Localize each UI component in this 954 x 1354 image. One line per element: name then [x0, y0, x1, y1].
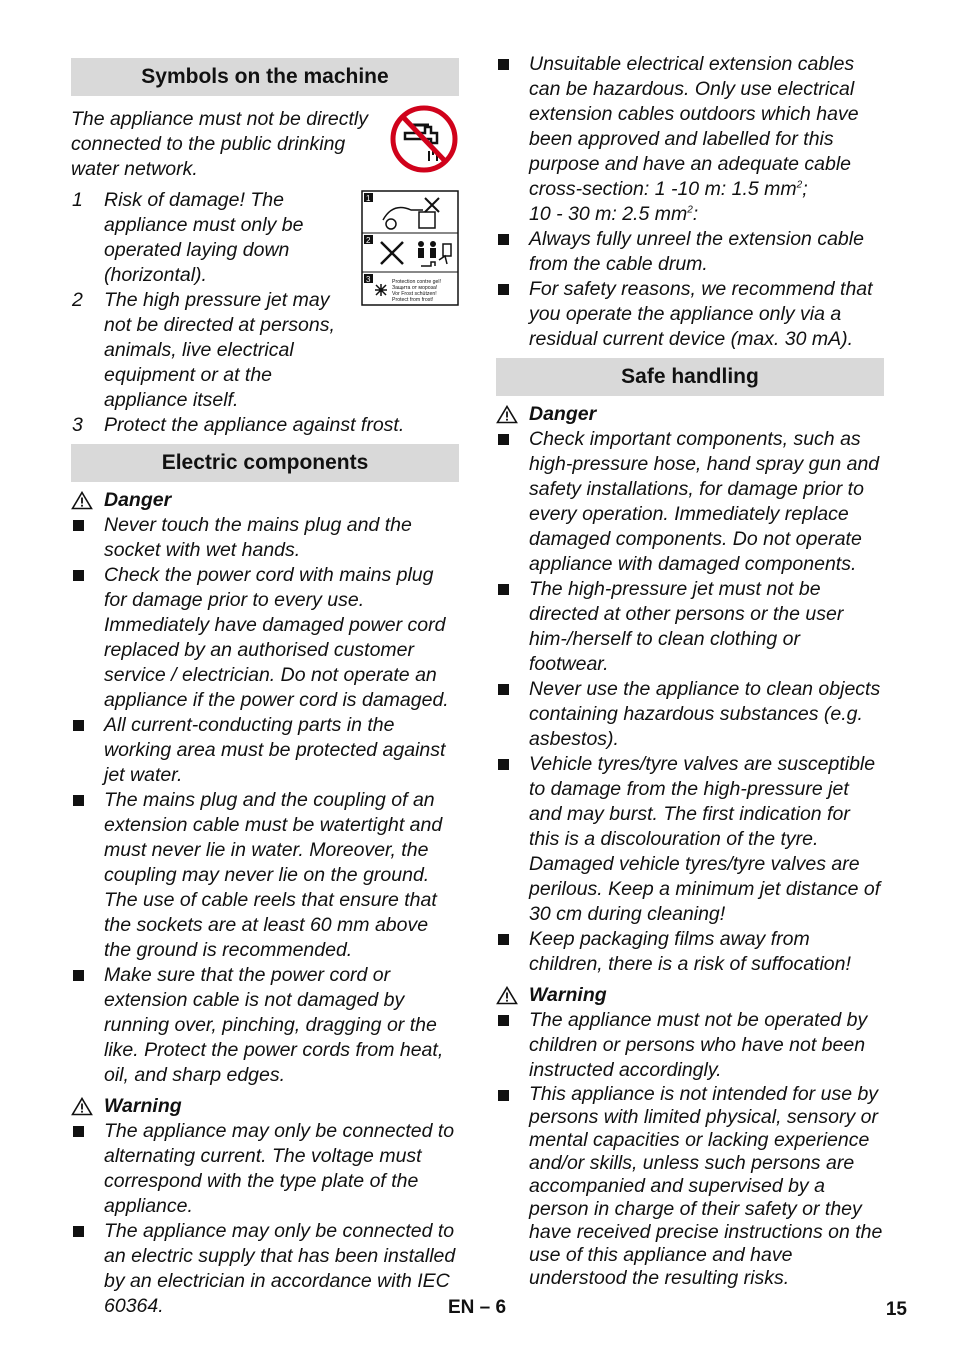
- left-column: [71, 58, 459, 1319]
- warning-triangle-icon: [496, 405, 518, 424]
- footer-section-label: EN – 6: [447, 1297, 507, 1318]
- intro-block: [71, 107, 459, 182]
- warning-triangle-icon: [71, 1097, 93, 1116]
- frost-line-1: Protection contre gel!: [392, 279, 442, 285]
- list-item: Make sure that the power cord or extension cable is not damaged by running over, pinching, dragging or the like. Protect the power cords from heat, oil, and sharp edges.: [71, 963, 459, 1088]
- list-item: Never use the appliance to clean objects containing hazardous substances (e.g. asbestos).: [496, 677, 884, 752]
- list-item: For safety reasons, we recommend that you operate the appliance only via a residual current device (max. 30 mA).: [496, 277, 884, 352]
- list-item: All current-conducting parts in the working area must be protected against jet water.: [71, 713, 459, 788]
- page-number: 15: [885, 1299, 907, 1320]
- frost-line-2: Защита от мороза!: [392, 285, 438, 291]
- label-num-1: 1: [366, 194, 371, 203]
- list-item: Always fully unreel the extension cable from the cable drum.: [496, 227, 884, 277]
- list-item: Check important components, such as high-pressure hose, hand spray gun and safety installations, for damage prior to every operation. Immediately replace damaged components. Do not operate appliance with damaged components.: [496, 427, 884, 577]
- symbols-list: [71, 188, 459, 438]
- list-item: The appliance may only be connected to alternating current. The voltage must correspond with the type plate of the appliance.: [71, 1119, 459, 1219]
- safe-handling-heading: Safe handling: [496, 358, 884, 396]
- label-num-2: 2: [366, 236, 371, 245]
- symbol-item-3: 3 Protect the appliance against frost.: [72, 414, 405, 436]
- warning-list-left: [71, 1119, 459, 1319]
- no-drinking-water-icon: [389, 103, 459, 175]
- machine-symbol-label-icon: [361, 190, 459, 306]
- list-item: Unsuitable electrical extension cables can be hazardous. Only use electrical extension cables outdoors which have been approved and labelled for this purpose and have an adequate cable cross-section: 1 -10 m: 1.5 $mm^2$; 10 - 30 m: 2.5 $mm^2$:: [496, 52, 884, 227]
- danger-heading-right: Danger: [496, 402, 884, 427]
- list-item: Never touch the mains plug and the socket with wet hands.: [71, 513, 459, 563]
- electric-heading: Electric components: [71, 444, 459, 482]
- label-num-3: 3: [366, 275, 371, 284]
- list-item: The mains plug and the coupling of an extension cable must be watertight and must never lie in water. Moreover, the coupling may never lie on the ground. The use of cable reels that ensure that the sockets are at least 60 mm above the ground is recommended.: [71, 788, 459, 963]
- frost-line-3: Vor Frost schützen!: [392, 291, 437, 297]
- danger-list-left: [71, 513, 459, 1088]
- list-item: The high-pressure jet must not be directed at other persons or the user him-/herself to clean clothing or footwear.: [496, 577, 884, 677]
- warning-heading-right: Warning: [496, 983, 884, 1008]
- symbol-item-2: 2 The high pressure jet may not be directed at persons, animals, live electrical equipment or at the appliance itself.: [71, 288, 459, 413]
- list-item: Check the power cord with mains plug for damage prior to every use. Immediately have damaged power cord replaced by an authorised customer service / electrician. Do not operate an appliance if the power cord is damaged.: [71, 563, 459, 713]
- warning-triangle-icon: [496, 986, 518, 1005]
- right-column: [496, 52, 884, 1290]
- list-item: This appliance is not intended for use by persons with limited physical, sensory or mental capacities or lacking experience and/or skills, unless such persons are accompanied and supervised by a person in charge of their safety or they have received precise instructions on the use of this appliance and have understood the resulting risks.: [496, 1083, 884, 1290]
- list-item: The appliance must not be operated by children or persons who have not been instructed accordingly.: [496, 1008, 884, 1083]
- intro-text: The appliance must not be directly connected to the public drinking water network.: [71, 108, 368, 180]
- warning-list-right: [496, 1008, 884, 1290]
- symbol-item-1: 1 Risk of damage! The appliance must only be operated laying down (horizontal).: [72, 189, 304, 286]
- list-item: The appliance may only be connected to an electric supply that has been installed by an electrician in accordance with IEC 60364.: [71, 1219, 459, 1319]
- symbols-heading: Symbols on the machine: [71, 58, 459, 96]
- symbol-item-2-text-wrap: The high pressure jet may not be directed at persons, animals, live electrical equipment or at the appliance itself.: [104, 289, 335, 411]
- frost-line-4: Protect from frost!: [392, 297, 434, 303]
- warning-triangle-icon: [71, 491, 93, 510]
- list-item: Vehicle tyres/tyre valves are susceptible to damage from the high-pressure jet and may burst. The first indication for this is a discolouration of the tyre. Damaged vehicle tyres/tyre valves are perilous. Keep a minimum jet distance of 30 cm during cleaning!: [496, 752, 884, 927]
- danger-heading-left: Danger: [71, 488, 459, 513]
- cable-list: [496, 52, 884, 352]
- warning-heading-left: Warning: [71, 1094, 459, 1119]
- list-item: Keep packaging films away from children, there is a risk of suffocation!: [496, 927, 884, 977]
- danger-list-right: [496, 427, 884, 977]
